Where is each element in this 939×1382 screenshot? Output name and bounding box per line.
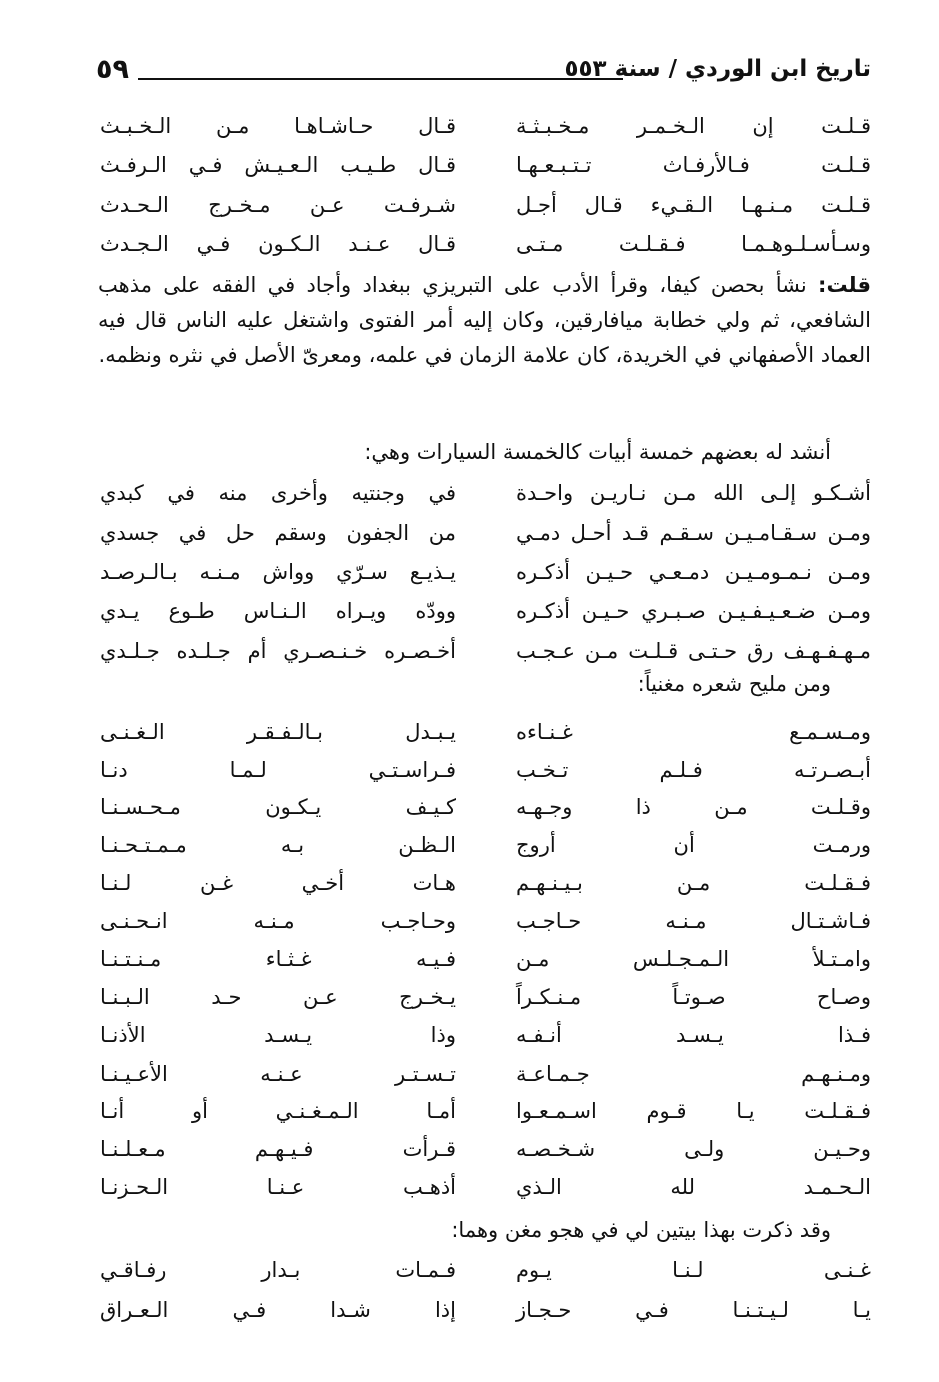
- verse-second-hemistich: إذا شـدا فـي الـعـراق: [100, 1298, 456, 1322]
- verse-second-hemistich: وذا يـسـد الأذنـا: [100, 1023, 456, 1047]
- verse-second-hemistich: شـرفـت عـن مـخـرج الـحـدث: [100, 193, 456, 217]
- verse-second-hemistich: قـرأت فـيـهـم مـعـلـنـا: [100, 1137, 456, 1161]
- verse-first-hemistich: مـهـفـهـف رق حـتـى قـلـت مـن عـجـب: [516, 639, 871, 663]
- paragraph-lead: قلت:: [818, 273, 871, 297]
- verse-second-hemistich: يـبـدل بـالـفـقـر الـغـنـى: [100, 720, 456, 744]
- verse-second-hemistich: تـسـتـر عـنـه الأعـيـنـا: [100, 1062, 456, 1086]
- verse-second-hemistich: وودّه ويـراه الـنـاس طـوع يـدي: [100, 599, 456, 623]
- verse-second-hemistich: فـمـات بـدار رفـاقـي: [100, 1258, 456, 1282]
- verse-first-hemistich: فـقـلـت يـا قـوم اسـمـعـوا: [516, 1099, 871, 1123]
- verse-second-hemistich: من الجفون وسقم حل في جسدي: [100, 521, 456, 545]
- verse-second-hemistich: يـذيـع سـرّي وواش مـنـه بـالـرصـد: [100, 560, 456, 584]
- verse-first-hemistich: أبـصـرتـه فـلـم تـخـب: [516, 758, 871, 782]
- verse-first-hemistich: ومـن ضـعـيـفـيـن صـبـري حـيـن أذكـره: [516, 599, 871, 623]
- verse-second-hemistich: الـظـن بـه مـمـتـحـنـا: [100, 833, 456, 857]
- verse-second-hemistich: يـخـرج عـن حـد الـبـنـا: [100, 985, 456, 1009]
- verse-second-hemistich: أذهـب عـنـا الـحـزنـا: [100, 1175, 456, 1199]
- verse-first-hemistich: ومـسـمـع غـنـاءه: [516, 720, 871, 744]
- verse-first-hemistich: يـا لـيـتـنـا فـي حـجـاز: [516, 1298, 871, 1322]
- verse-first-hemistich: ومـن نـمـومـيـن دمـعـي حـيـن أذكـره: [516, 560, 871, 584]
- poem-intro: وقد ذكرت بهذا بيتين لي في هجو مغن وهما:: [451, 1218, 831, 1242]
- verse-first-hemistich: قـلـت فـالأرفـاث تـتـبـعـهـا: [516, 153, 871, 177]
- paragraph-text: نشأ بحصن كيفا، وقرأ الأدب على التبريزي ببغداد وأجاد في الفقه على مذهب الشافعي، ثم ولي خطابة ميافارقين، وكان إليه أمر الفتوى واشتغل عليه الناس قال فيه العماد الأصفهاني في الخريدة، كان علامة الزمان في علمه، ومعرىّ الأصل في نثره ونظمه.: [98, 273, 871, 367]
- poem-intro: أنشد له بعضهم خمسة أبيات كالخمسة السيارات وهي:: [364, 440, 831, 464]
- verse-second-hemistich: هـات أخـي غـن لـنـا: [100, 871, 456, 895]
- verse-first-hemistich: ومـنـهـم جـمـاعـة: [516, 1062, 871, 1086]
- verse-second-hemistich: في وجنتيه وأخرى منه في كبدي: [100, 481, 456, 505]
- verse-second-hemistich: كـيـف يـكـون مـحـسـنـا: [100, 795, 456, 819]
- verse-first-hemistich: قـلـت مـنـهـا الـقـيء قـال أجـل: [516, 193, 871, 217]
- verse-second-hemistich: أخـصـره خـنـصـري أم جـلـده جـلـدي: [100, 639, 456, 663]
- header-rule: [138, 78, 623, 80]
- verse-first-hemistich: وقـلـت مـن ذا وجـهـه: [516, 795, 871, 819]
- verse-first-hemistich: وصـاح صـوتـاً مـنـكـراً: [516, 985, 871, 1009]
- poem-intro: ومن مليح شعره مغنياً:: [637, 672, 831, 696]
- verse-second-hemistich: فـراسـتـي لـمـا دنـا: [100, 758, 456, 782]
- verse-first-hemistich: غـنـى لـنـا يـوم: [516, 1258, 871, 1282]
- biography-paragraph: [98, 268, 871, 373]
- page-header: [96, 52, 871, 92]
- verse-first-hemistich: أشـكـو إلـى الله مـن نـاريـن واحـدة: [516, 481, 871, 505]
- verse-second-hemistich: قـال عـنـد الـكـون فـي الـجـدث: [100, 232, 456, 256]
- verse-first-hemistich: وامـتـلأ الـمـجـلـس مـن: [516, 947, 871, 971]
- running-head: تاريخ ابن الوردي / سنة ٥٥٣: [564, 56, 871, 82]
- verse-first-hemistich: فـاشـتـال مـنـه حـاجـب: [516, 909, 871, 933]
- verse-first-hemistich: وسـأسـلـوهـمـا فـقـلـت مـتـى: [516, 232, 871, 256]
- verse-second-hemistich: وحـاجـب مـنـه انـحـنـى: [100, 909, 456, 933]
- verse-first-hemistich: فـقـلـت مـن بـيـنـهـم: [516, 871, 871, 895]
- page-number: ٥٩: [96, 54, 129, 85]
- verse-first-hemistich: قـلـت إن الـخـمـر مـخـبـثـة: [516, 114, 871, 138]
- verse-second-hemistich: قـال طـيـب الـعـيـش فـي الـرفـث: [100, 153, 456, 177]
- verse-first-hemistich: ورمـت أن أروج: [516, 833, 871, 857]
- verse-first-hemistich: ومـن سـقـامـيـن سـقـم قـد أحـل دمـي: [516, 521, 871, 545]
- verse-second-hemistich: فـيـه غـثـاء مـنـتـنـا: [100, 947, 456, 971]
- verse-first-hemistich: فـذا يـسـد أنـفـه: [516, 1023, 871, 1047]
- verse-second-hemistich: قـال حـاشـاهـا مـن الـخـبـث: [100, 114, 456, 138]
- verse-second-hemistich: أمـا الـمـغـنـي أو أنـا: [100, 1099, 456, 1123]
- verse-first-hemistich: وحـيـن ولـى شـخـصـه: [516, 1137, 871, 1161]
- verse-first-hemistich: الـحـمـد لله الـذي: [516, 1175, 871, 1199]
